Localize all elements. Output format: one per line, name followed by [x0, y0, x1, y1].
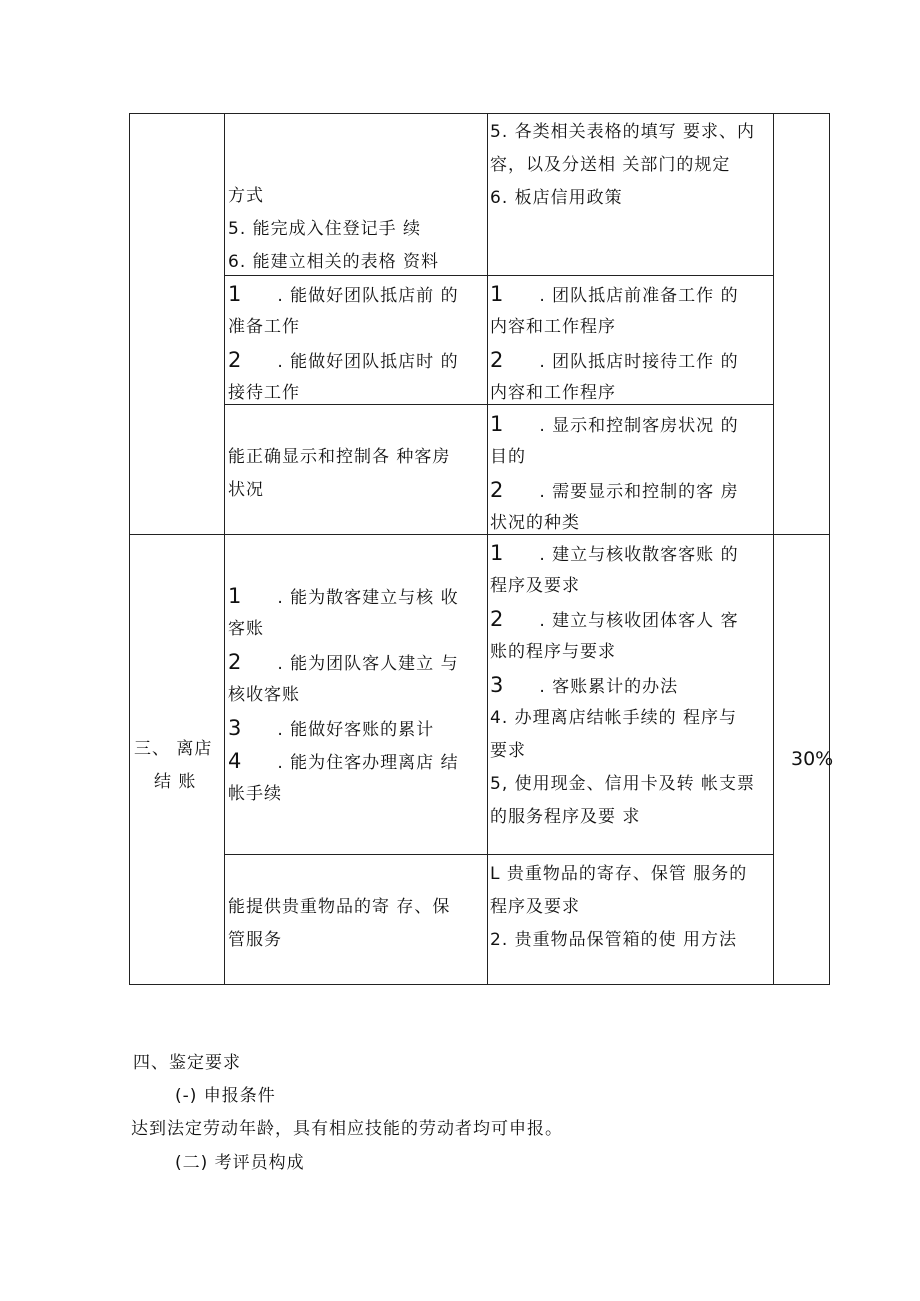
row2-knowledge-line: [490, 278, 739, 311]
row5-knowledge-cell: [490, 858, 747, 957]
subsection1-text: 达到法定劳动年龄，具有相应技能的劳动者均可申报。: [131, 1119, 563, 1139]
row2-knowledge-cell: [490, 278, 739, 410]
row4-knowledge-text: . 建立与核收散客客账 的: [539, 545, 739, 565]
row4-knowledge-cell: [490, 537, 755, 834]
row5-knowledge-line: 程序及要求: [490, 897, 580, 917]
row3-knowledge-line: [490, 408, 739, 441]
row2-skill-cell: [228, 278, 459, 410]
item-number: 1: [490, 282, 504, 306]
item-number: 1: [490, 412, 504, 436]
row4-knowledge-line: 5, 使用现金、信用卡及转 帐支票: [490, 774, 756, 794]
row2-knowledge-text: . 团队抵店时接待工作 的: [539, 352, 739, 372]
row3-knowledge-text: . 需要显示和控制的客 房: [539, 482, 739, 502]
row4-skill-line: [228, 712, 459, 745]
row5-knowledge-line: L 贵重物品的寄存、保管 服务的: [490, 864, 748, 884]
row5-skill-line: 管服务: [228, 930, 282, 950]
row5-skill-line: 能提供贵重物品的寄 存、保: [228, 897, 451, 917]
row4-knowledge-line: 账的程序与要求: [490, 642, 616, 662]
item-number: 1: [228, 584, 242, 608]
row2-skill-line: 准备工作: [228, 317, 300, 337]
section3-weight: 30%: [791, 748, 834, 770]
row3-skill-line: 能正确显示和控制各 种客房: [228, 447, 451, 467]
item-number: 1: [228, 282, 242, 306]
row3-knowledge-line: 目的: [490, 447, 526, 467]
row4-skill-text: . 能为散客建立与核 收: [277, 588, 459, 608]
row2-skill-line: [228, 344, 459, 377]
row4-skill-text: . 能做好客账的累计: [277, 720, 435, 740]
row3-knowledge-cell: [490, 408, 739, 540]
row2-knowledge-line: 内容和工作程序: [490, 383, 616, 403]
item-number: 2: [490, 478, 504, 502]
row4-knowledge-text: . 客账累计的办法: [539, 677, 679, 697]
row1-skill-line: 方式: [228, 186, 264, 206]
row1-skill-cell: [228, 180, 439, 279]
item-number: 2: [228, 348, 242, 372]
row3-skill-line: 状况: [228, 480, 264, 500]
item-number: 3: [490, 673, 504, 697]
row4-skill-cell: [228, 580, 459, 811]
subsection1-heading: (-) 申报条件: [175, 1086, 276, 1106]
row1-knowledge-cell: [490, 116, 755, 215]
row5-skill-cell: [228, 891, 450, 957]
row4-skill-line: [228, 646, 459, 679]
section3-title-line1: 三、 离店: [134, 739, 213, 759]
row5-knowledge-line: 2. 贵重物品保管箱的使 用方法: [490, 930, 738, 950]
row4-skill-text: . 能为住客办理离店 结: [277, 753, 459, 773]
row4-knowledge-text: . 建立与核收团体客人 客: [539, 611, 739, 631]
row3-skill-cell: [228, 441, 450, 507]
row4-knowledge-line: 的服务程序及要 求: [490, 807, 641, 827]
table-border-right: [829, 113, 830, 985]
row4-skill-line: [228, 580, 459, 613]
table-border-left: [129, 113, 130, 985]
table-row-divider-4: [224, 854, 774, 855]
row4-knowledge-line: 程序及要求: [490, 576, 580, 596]
row4-knowledge-line: [490, 537, 755, 570]
row4-knowledge-line: 要求: [490, 741, 526, 761]
row4-skill-line: 核收客账: [228, 685, 300, 705]
row2-knowledge-line: 内容和工作程序: [490, 317, 616, 337]
row4-knowledge-line: 4. 办理离店结帐手续的 程序与: [490, 708, 738, 728]
item-number: 1: [490, 541, 504, 565]
row2-knowledge-line: [490, 344, 739, 377]
section4-heading: 四、鉴定要求: [133, 1053, 241, 1073]
row3-knowledge-line: 状况的种类: [490, 513, 580, 533]
section3-title-line2: 结 账: [154, 772, 197, 792]
item-number: 3: [228, 716, 242, 740]
item-number: 4: [228, 749, 242, 773]
item-number: 2: [228, 650, 242, 674]
section3-title: [134, 733, 212, 799]
item-number: 2: [490, 348, 504, 372]
table-border-bottom: [129, 984, 830, 985]
row1-knowledge-line: 5. 各类相关表格的填写 要求、内: [490, 122, 756, 142]
row4-skill-line: 客账: [228, 619, 264, 639]
row3-knowledge-line: [490, 474, 739, 507]
item-number: 2: [490, 607, 504, 631]
table-border-top: [129, 113, 830, 114]
row2-skill-text: . 能做好团队抵店时 的: [277, 352, 459, 372]
row1-skill-line: 5. 能完成入住登记手 续: [228, 219, 422, 239]
row1-knowledge-line: 容，以及分送相 关部门的规定: [490, 155, 731, 175]
row1-knowledge-line: 6. 板店信用政策: [490, 188, 623, 208]
row3-knowledge-text: . 显示和控制客房状况 的: [539, 416, 739, 436]
row4-knowledge-line: [490, 603, 755, 636]
row2-skill-line: [228, 278, 459, 311]
row4-skill-line: 帐手续: [228, 784, 282, 804]
row2-knowledge-text: . 团队抵店前准备工作 的: [539, 286, 739, 306]
row2-skill-line: 接待工作: [228, 383, 300, 403]
row2-skill-text: . 能做好团队抵店前 的: [277, 286, 459, 306]
row1-skill-line: 6. 能建立相关的表格 资料: [228, 252, 440, 272]
row4-skill-line: [228, 745, 459, 778]
subsection2-heading: (二) 考评员构成: [175, 1153, 305, 1173]
row4-skill-text: . 能为团队客人建立 与: [277, 654, 459, 674]
row4-knowledge-line: [490, 669, 755, 702]
